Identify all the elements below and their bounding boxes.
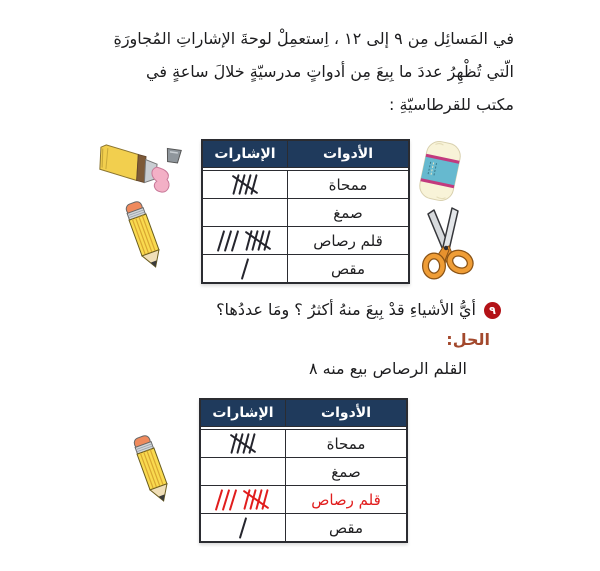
question-number-badge: ٩	[484, 302, 501, 319]
tally-cell	[203, 255, 287, 282]
tool-name: ممحاة	[288, 171, 408, 198]
tally-cell	[203, 199, 287, 226]
tool-name: صمغ	[286, 458, 406, 485]
pencil-icon	[115, 195, 173, 275]
solution-label: الحل:	[446, 330, 490, 349]
tally-marks	[244, 258, 246, 280]
tally-marks	[231, 432, 255, 456]
tool-name-highlighted: قلم رصاص	[286, 486, 406, 513]
tally-cell-highlighted	[201, 486, 285, 513]
header-separator	[203, 168, 408, 170]
tool-name: مقص	[288, 255, 408, 282]
tool-name: صمغ	[288, 199, 408, 226]
tally-cell	[201, 514, 285, 541]
scissors-icon	[416, 206, 478, 280]
column-header-tallies: الإشارات	[203, 141, 287, 167]
tally-marks	[242, 517, 244, 539]
column-header-tools: الأدوات	[286, 400, 406, 426]
intro-line-3: مكتب للقرطاسيّةِ :	[388, 95, 514, 114]
glue-tube-icon	[89, 136, 194, 205]
header-separator	[201, 427, 406, 429]
tool-name: قلم رصاص	[288, 227, 408, 254]
tally-board	[201, 139, 410, 284]
question-row	[216, 300, 501, 319]
answer-text: القلم الرصاص بيع منه ٨	[308, 359, 467, 378]
tool-name: مقص	[286, 514, 406, 541]
tally-marks	[233, 173, 257, 197]
intro-paragraph	[74, 22, 514, 121]
column-header-tools: الأدوات	[288, 141, 408, 167]
tally-cell	[203, 171, 287, 198]
tally-cell	[201, 458, 285, 485]
question-text: أيُّ الأشياءِ قدْ بِيعَ منهُ أكثرُ ؟ ومَا عددُها؟	[216, 300, 476, 319]
tally-cell	[203, 227, 287, 254]
column-header-tallies: الإشارات	[201, 400, 285, 426]
pencil-icon	[123, 429, 181, 509]
tally-marks	[218, 488, 268, 512]
eraser-icon	[414, 137, 466, 206]
intro-line-2: الّتي تُظْهِرُ عددَ ما بِيعَ مِن أدواتٍ مدرسيّةٍ خلالَ ساعةٍ في	[146, 62, 514, 81]
tally-marks	[220, 229, 270, 253]
intro-line-1: في المَسائِل مِن ٩ إلى ١٢ ، اِستعمِلْ لوحةَ الإشاراتِ المُجاورَةِ	[113, 29, 514, 48]
tool-name: ممحاة	[286, 430, 406, 457]
tally-cell	[201, 430, 285, 457]
solution-tally-board	[199, 398, 408, 543]
